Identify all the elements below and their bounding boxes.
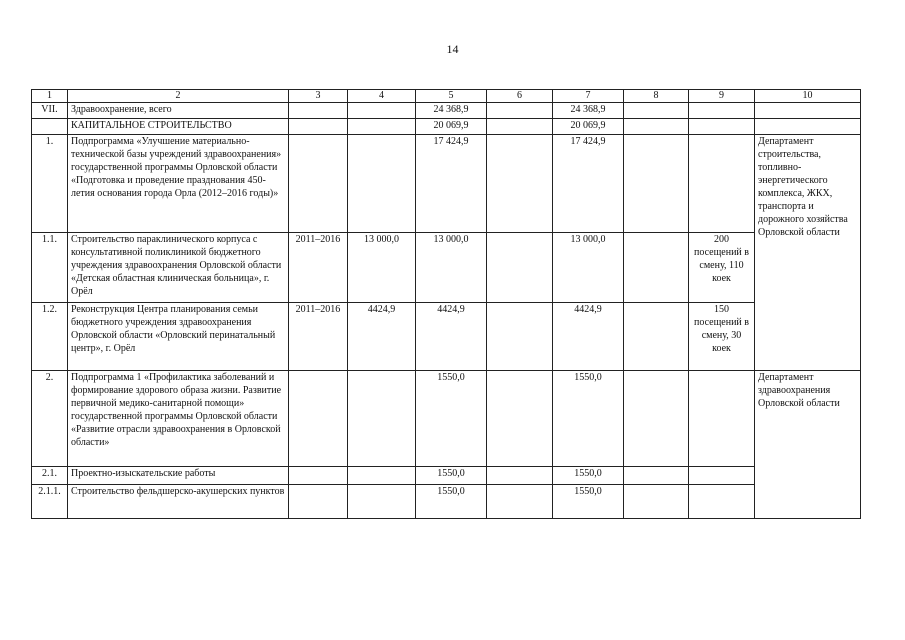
item-name: Подпрограмма «Улучшение материально-технической базы учреждений здравоохранения» государственной программы Орловской области «Подготовка и проведение празднования 450-летия основания города Орла (2012–2016 годы)» bbox=[68, 135, 289, 233]
header-row bbox=[32, 90, 861, 103]
value-col6 bbox=[487, 233, 553, 303]
period-cell bbox=[289, 371, 348, 467]
period-cell bbox=[289, 135, 348, 233]
header-cell: 10 bbox=[755, 90, 861, 103]
period-cell bbox=[289, 467, 348, 485]
value-col6 bbox=[487, 135, 553, 233]
value-col5: 1550,0 bbox=[416, 467, 487, 485]
header-cell: 4 bbox=[348, 90, 416, 103]
value-col4 bbox=[348, 119, 416, 135]
value-col6 bbox=[487, 103, 553, 119]
item-name: Строительство фельдшерско-акушерских пунктов bbox=[68, 485, 289, 519]
value-col6 bbox=[487, 485, 553, 519]
capacity-cell bbox=[689, 119, 755, 135]
header-cell: 8 bbox=[624, 90, 689, 103]
value-col6 bbox=[487, 371, 553, 467]
table-row bbox=[32, 103, 861, 119]
value-col7: 1550,0 bbox=[553, 371, 624, 467]
item-name: КАПИТАЛЬНОЕ СТРОИТЕЛЬСТВО bbox=[68, 119, 289, 135]
responsible-cell: Департамент здравоохранения Орловской области bbox=[755, 371, 861, 519]
value-col8 bbox=[624, 303, 689, 371]
row-number: 1. bbox=[32, 135, 68, 233]
table-row bbox=[32, 371, 861, 467]
value-col4 bbox=[348, 103, 416, 119]
table-row bbox=[32, 485, 861, 519]
row-number: 2. bbox=[32, 371, 68, 467]
table-row bbox=[32, 135, 861, 233]
responsible-cell bbox=[755, 119, 861, 135]
value-col4 bbox=[348, 371, 416, 467]
capacity-cell bbox=[689, 371, 755, 467]
item-name: Проектно-изыскательские работы bbox=[68, 467, 289, 485]
table-row bbox=[32, 303, 861, 371]
table-row bbox=[32, 467, 861, 485]
value-col6 bbox=[487, 303, 553, 371]
value-col6 bbox=[487, 119, 553, 135]
responsible-cell bbox=[755, 103, 861, 119]
item-name: Здравоохранение, всего bbox=[68, 103, 289, 119]
item-name: Реконструкция Центра планирования семьи бюджетного учреждения здравоохранения Орловской области «Орловский перинатальный центр», г. Орёл bbox=[68, 303, 289, 371]
capacity-cell bbox=[689, 485, 755, 519]
row-number: 2.1. bbox=[32, 467, 68, 485]
value-col8 bbox=[624, 485, 689, 519]
capacity-cell: 200 посещений в смену, 110 коек bbox=[689, 233, 755, 303]
value-col8 bbox=[624, 233, 689, 303]
row-number: 1.2. bbox=[32, 303, 68, 371]
value-col5: 24 368,9 bbox=[416, 103, 487, 119]
value-col5: 4424,9 bbox=[416, 303, 487, 371]
value-col6 bbox=[487, 467, 553, 485]
value-col7: 17 424,9 bbox=[553, 135, 624, 233]
value-col8 bbox=[624, 119, 689, 135]
period-cell bbox=[289, 103, 348, 119]
table-row bbox=[32, 233, 861, 303]
item-name: Строительство параклинического корпуса с консультативной поликлиникой бюджетного учреждения здравоохранения Орловской области «Детская областная клиническая больница», г. Орёл bbox=[68, 233, 289, 303]
capacity-cell bbox=[689, 467, 755, 485]
value-col4 bbox=[348, 467, 416, 485]
value-col5: 20 069,9 bbox=[416, 119, 487, 135]
header-cell: 5 bbox=[416, 90, 487, 103]
header-cell: 1 bbox=[32, 90, 68, 103]
period-cell: 2011–2016 bbox=[289, 303, 348, 371]
value-col5: 17 424,9 bbox=[416, 135, 487, 233]
value-col7: 24 368,9 bbox=[553, 103, 624, 119]
capacity-cell bbox=[689, 135, 755, 233]
capacity-cell: 150 посещений в смену, 30 коек bbox=[689, 303, 755, 371]
value-col7: 20 069,9 bbox=[553, 119, 624, 135]
period-cell bbox=[289, 485, 348, 519]
row-number bbox=[32, 119, 68, 135]
responsible-cell: Департамент строительства, топливно-энергетического комплекса, ЖКХ, транспорта и дорожного хозяйства Орловской области bbox=[755, 135, 861, 371]
value-col8 bbox=[624, 103, 689, 119]
header-cell: 2 bbox=[68, 90, 289, 103]
value-col4 bbox=[348, 485, 416, 519]
value-col5: 1550,0 bbox=[416, 485, 487, 519]
row-number: 1.1. bbox=[32, 233, 68, 303]
value-col8 bbox=[624, 135, 689, 233]
period-cell: 2011–2016 bbox=[289, 233, 348, 303]
value-col8 bbox=[624, 467, 689, 485]
value-col7: 1550,0 bbox=[553, 485, 624, 519]
value-col8 bbox=[624, 371, 689, 467]
capacity-cell bbox=[689, 103, 755, 119]
value-col7: 4424,9 bbox=[553, 303, 624, 371]
value-col7: 13 000,0 bbox=[553, 233, 624, 303]
value-col7: 1550,0 bbox=[553, 467, 624, 485]
header-cell: 7 bbox=[553, 90, 624, 103]
value-col4: 4424,9 bbox=[348, 303, 416, 371]
header-cell: 6 bbox=[487, 90, 553, 103]
item-name: Подпрограмма 1 «Профилактика заболеваний и формирование здорового образа жизни. Развитие первичной медико-санитарной помощи» государственной программы Орловской области «Развитие отрасли здравоохранения в Орловской области» bbox=[68, 371, 289, 467]
header-cell: 3 bbox=[289, 90, 348, 103]
value-col4: 13 000,0 bbox=[348, 233, 416, 303]
table-row bbox=[32, 119, 861, 135]
value-col5: 1550,0 bbox=[416, 371, 487, 467]
budget-table bbox=[31, 89, 861, 519]
page-number: 14 bbox=[446, 42, 459, 56]
header-cell: 9 bbox=[689, 90, 755, 103]
period-cell bbox=[289, 119, 348, 135]
value-col4 bbox=[348, 135, 416, 233]
row-number: 2.1.1. bbox=[32, 485, 68, 519]
row-number: VII. bbox=[32, 103, 68, 119]
value-col5: 13 000,0 bbox=[416, 233, 487, 303]
